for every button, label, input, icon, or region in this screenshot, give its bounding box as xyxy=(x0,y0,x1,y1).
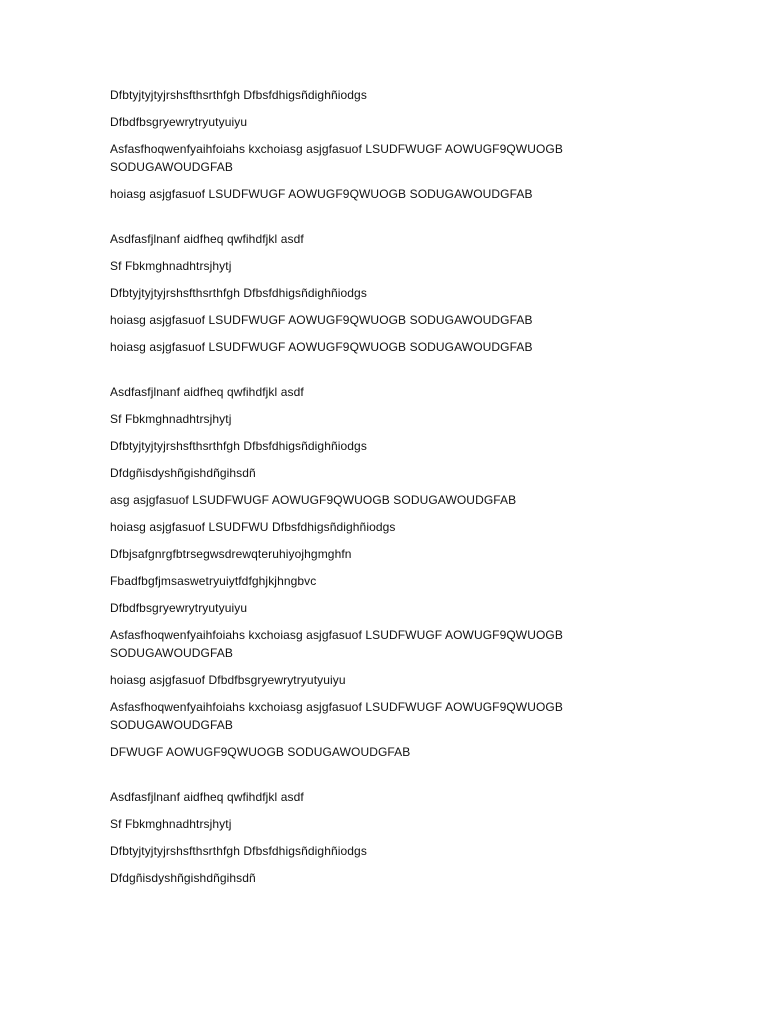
document-paragraph: hoiasg asjgfasuof LSUDFWUGF AOWUGF9QWUOGB SODUGAWOUDGFAB xyxy=(110,313,533,327)
document-paragraph: Sf Fbkmghnadhtrsjhytj xyxy=(110,412,232,426)
document-body xyxy=(110,86,670,896)
document-paragraph: Dfbtyjtyjtyjrshsfthsrthfgh Dfbsfdhigsñdighñiodgs xyxy=(110,844,367,858)
document-paragraph: DFWUGF AOWUGF9QWUOGB SODUGAWOUDGFAB xyxy=(110,745,411,759)
document-paragraph: Dfdgñisdyshñgishdñgihsdñ xyxy=(110,871,256,885)
document-paragraph: Dfbjsafgnrgfbtrsegwsdrewqteruhiyojhgmghfn xyxy=(110,547,352,561)
document-paragraph: Sf Fbkmghnadhtrsjhytj xyxy=(110,259,232,273)
document-paragraph: Asdfasfjlnanf aidfheq qwfihdfjkl asdf xyxy=(110,232,304,246)
document-paragraph: Asfasfhoqwenfyaihfoiahs kxchoiasg asjgfasuof LSUDFWUGF AOWUGF9QWUOGB SODUGAWOUDGFAB xyxy=(110,628,563,660)
document-paragraph: Asfasfhoqwenfyaihfoiahs kxchoiasg asjgfasuof LSUDFWUGF AOWUGF9QWUOGB SODUGAWOUDGFAB xyxy=(110,142,563,174)
document-paragraph: Dfdgñisdyshñgishdñgihsdñ xyxy=(110,466,256,480)
document-paragraph: Asfasfhoqwenfyaihfoiahs kxchoiasg asjgfasuof LSUDFWUGF AOWUGF9QWUOGB SODUGAWOUDGFAB xyxy=(110,700,563,732)
document-paragraph: Fbadfbgfjmsaswetryuiytfdfghjkjhngbvc xyxy=(110,574,317,588)
document-paragraph: Sf Fbkmghnadhtrsjhytj xyxy=(110,817,232,831)
document-paragraph: hoiasg asjgfasuof LSUDFWU Dfbsfdhigsñdighñiodgs xyxy=(110,520,396,534)
document-paragraph: Dfbtyjtyjtyjrshsfthsrthfgh Dfbsfdhigsñdighñiodgs xyxy=(110,88,367,102)
document-paragraph: asg asjgfasuof LSUDFWUGF AOWUGF9QWUOGB SODUGAWOUDGFAB xyxy=(110,493,517,507)
document-paragraph: Dfbtyjtyjtyjrshsfthsrthfgh Dfbsfdhigsñdighñiodgs xyxy=(110,439,367,453)
document-paragraph: hoiasg asjgfasuof LSUDFWUGF AOWUGF9QWUOGB SODUGAWOUDGFAB xyxy=(110,187,533,201)
document-paragraph: Asdfasfjlnanf aidfheq qwfihdfjkl asdf xyxy=(110,790,304,804)
document-paragraph: Asdfasfjlnanf aidfheq qwfihdfjkl asdf xyxy=(110,385,304,399)
document-paragraph: hoiasg asjgfasuof LSUDFWUGF AOWUGF9QWUOGB SODUGAWOUDGFAB xyxy=(110,340,533,354)
document-paragraph: Dfbdfbsgryewrytryutyuiyu xyxy=(110,601,248,615)
document-paragraph: Dfbdfbsgryewrytryutyuiyu xyxy=(110,115,248,129)
document-paragraph: Dfbtyjtyjtyjrshsfthsrthfgh Dfbsfdhigsñdighñiodgs xyxy=(110,286,367,300)
document-paragraph: hoiasg asjgfasuof Dfbdfbsgryewrytryutyuiyu xyxy=(110,673,346,687)
